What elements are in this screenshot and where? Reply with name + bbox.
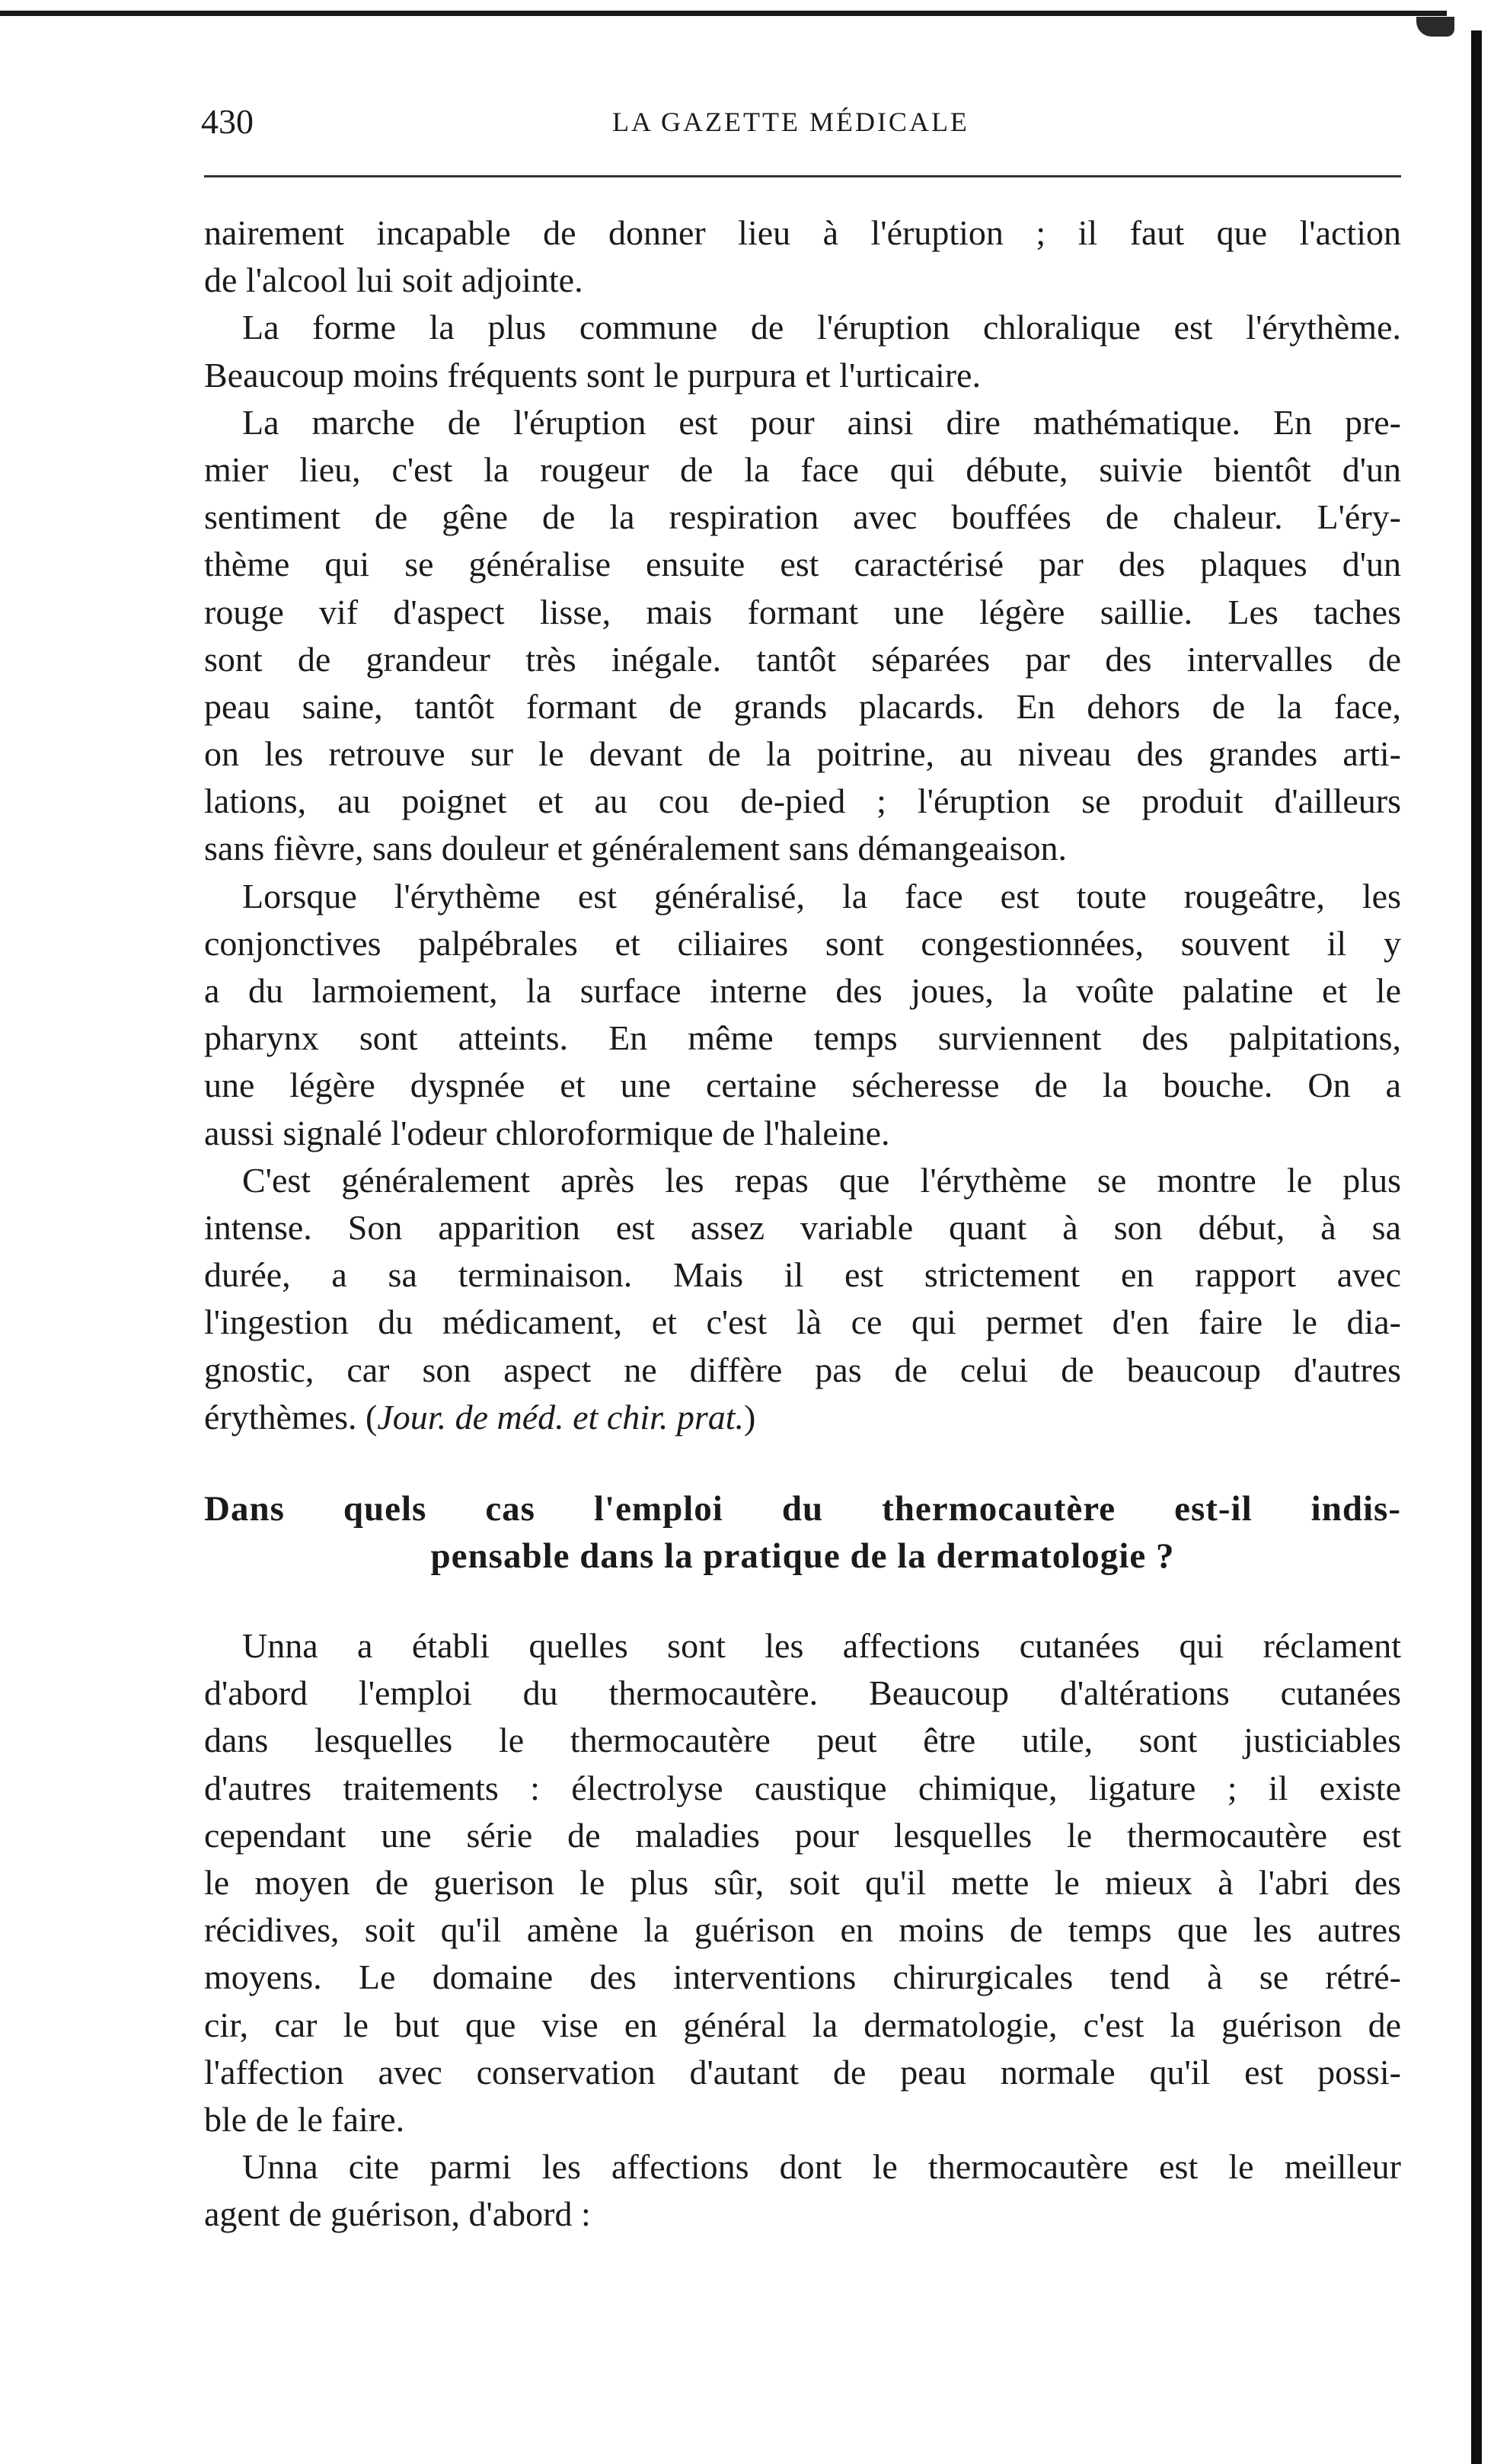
text-line: Lorsque l'érythème est généralisé, la face est toute rougeâtre, les — [242, 876, 1401, 916]
text-line: Unna cite parmi les affections dont le thermocautère est le meilleur — [242, 2147, 1401, 2187]
text-line: dans lesquelles le thermocautère peut être utile, sont justiciables — [204, 1721, 1401, 1760]
text-line: d'abord l'emploi du thermocautère. Beaucoup d'altérations cutanées — [204, 1673, 1401, 1713]
text-line: durée, a sa terminaison. Mais il est strictement en rapport avec — [204, 1255, 1401, 1295]
page-header — [201, 95, 1404, 149]
citation-reference: Jour. de méd. et chir. prat. — [377, 1398, 745, 1437]
text-line: gnostic, car son aspect ne diffère pas de celui de beaucoup d'autres — [204, 1350, 1401, 1389]
text-line: sans fièvre, sans douleur et généralement sans démangeaison. — [204, 829, 1067, 868]
reference-line-holder — [204, 1394, 1401, 1441]
ink-blot — [1416, 17, 1454, 37]
text-line: récidives, soit qu'il amène la guérison en moins de temps que les autres — [204, 1910, 1401, 1950]
text-line: agent de guérison, d'abord : — [204, 2194, 591, 2234]
text-line: mier lieu, c'est la rougeur de la face qui débute, suivie bientôt d'un — [204, 449, 1401, 489]
text-line: le moyen de guerison le plus sûr, soit qu'il mette le mieux à l'abri des — [204, 1862, 1401, 1902]
text-line: l'affection avec conservation d'autant de peau normale qu'il est possi- — [204, 2052, 1401, 2092]
text-line: intense. Son apparition est assez variable quant à son début, à sa — [204, 1207, 1401, 1247]
page-number: 430 — [201, 102, 254, 141]
text-line: ble de le faire. — [204, 2099, 405, 2139]
text-line: l'ingestion du médicament, et c'est là ce qui permet d'en faire le dia- — [204, 1302, 1401, 1342]
text-line: Beaucoup moins fréquents sont le purpura et l'urticaire. — [204, 355, 981, 395]
text-line — [204, 1394, 1401, 1441]
text-line: sont de grandeur très inégale. tantôt séparées par des intervalles de — [204, 639, 1401, 679]
running-title: LA GAZETTE MÉDICALE — [612, 107, 969, 137]
top-border-rule — [0, 11, 1447, 16]
text-line: rouge vif d'aspect lisse, mais formant une légère saillie. Les taches — [204, 592, 1401, 631]
text-line: on les retrouve sur le devant de la poitrine, au niveau des grandes arti- — [204, 734, 1401, 774]
body-text-block-2 — [204, 1622, 1401, 2238]
body-text-block-1 — [204, 209, 1401, 1394]
citation-lead: érythèmes. ( — [204, 1398, 378, 1437]
text-line: de l'alcool lui soit adjointe. — [204, 260, 583, 300]
text-line: conjonctives palpébrales et ciliaires sont congestionnées, souvent il y — [204, 923, 1401, 963]
text-line: sentiment de gêne de la respiration avec bouffées de chaleur. L'éry- — [204, 497, 1401, 537]
heading-line-1: Dans quels cas l'emploi du thermocautère est-il indis- — [204, 1489, 1401, 1529]
text-line: lations, au poignet et au cou de-pied ; l'éruption se produit d'ailleurs — [204, 781, 1401, 821]
text-line: cependant une série de maladies pour lesquelles le thermocautère est — [204, 1815, 1401, 1855]
text-line: peau saine, tantôt formant de grands placards. En dehors de la face, — [204, 686, 1401, 726]
text-line: Unna a établi quelles sont les affections cutanées qui réclament — [242, 1626, 1401, 1665]
text-line: aussi signalé l'odeur chloroformique de l'haleine. — [204, 1113, 890, 1152]
text-line: C'est généralement après les repas que l'érythème se montre le plus — [242, 1160, 1401, 1200]
text-line: nairement incapable de donner lieu à l'éruption ; il faut que l'action — [204, 213, 1401, 252]
heading-line-2: pensable dans la pratique de la dermatologie ? — [430, 1536, 1175, 1577]
citation-close: ) — [744, 1398, 756, 1437]
page-edge-shadow — [1471, 30, 1482, 2464]
text-line: thème qui se généralise ensuite est caractérisé par des plaques d'un — [204, 545, 1401, 584]
text-line: La forme la plus commune de l'éruption chloralique est l'érythème. — [242, 308, 1401, 347]
text-line: La marche de l'éruption est pour ainsi dire mathématique. En pre- — [242, 402, 1401, 442]
text-line: pharynx sont atteints. En même temps surviennent des palpitations, — [204, 1018, 1401, 1058]
header-rule — [204, 175, 1401, 177]
text-line: moyens. Le domaine des interventions chirurgicales tend à se rétré- — [204, 1957, 1401, 1997]
text-line: cir, car le but que vise en général la dermatologie, c'est la guérison de — [204, 2005, 1401, 2044]
section-heading — [204, 1485, 1401, 1580]
text-line: a du larmoiement, la surface interne des joues, la voûte palatine et le — [204, 971, 1401, 1010]
text-line: d'autres traitements : électrolyse caustique chimique, ligature ; il existe — [204, 1768, 1401, 1807]
text-line: une légère dyspnée et une certaine sécheresse de la bouche. On a — [204, 1066, 1401, 1105]
